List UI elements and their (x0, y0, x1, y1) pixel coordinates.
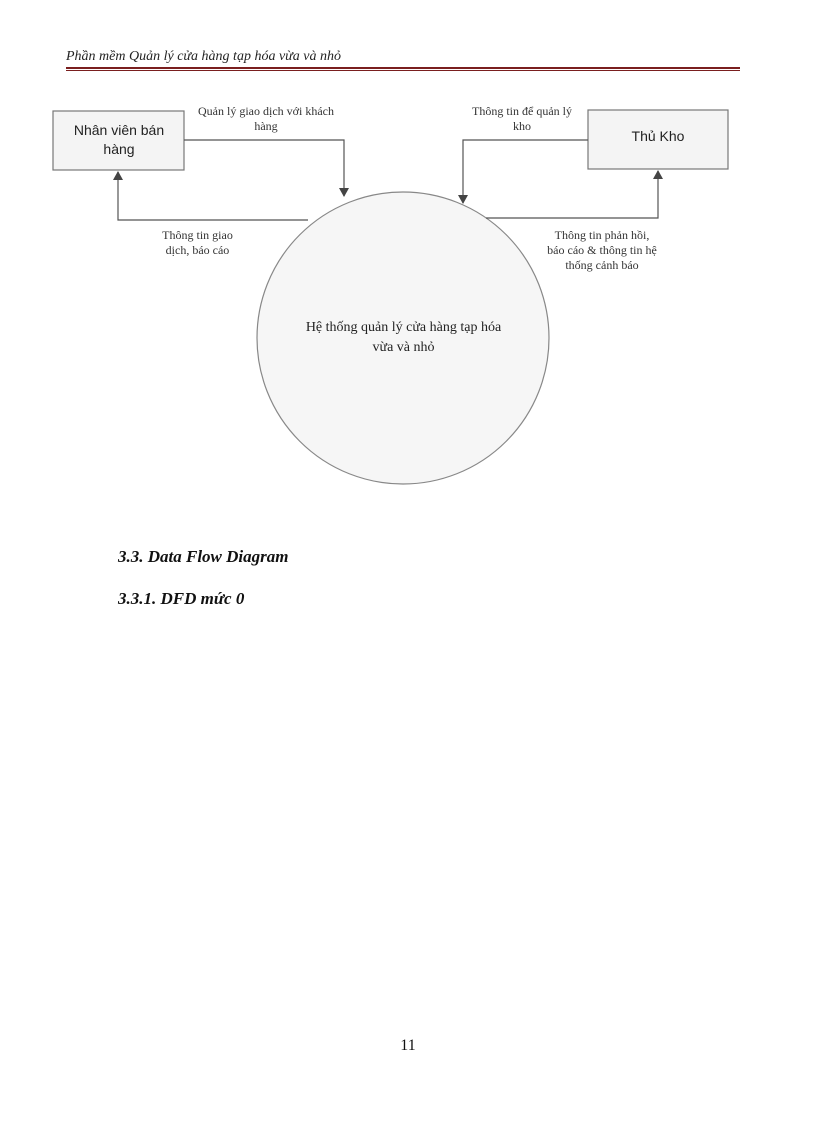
entity-label-warehouse-keeper: Thủ Kho (631, 128, 685, 144)
section-heading-data-flow-diagram: 3.3. Data Flow Diagram (118, 547, 289, 566)
document-header-title: Phần mềm Quản lý cửa hàng tạp hóa vừa và nhỏ (66, 49, 342, 64)
flow-arrow-left-out (184, 140, 344, 196)
page-number: 11 (400, 1037, 416, 1054)
context-diagram (0, 0, 816, 520)
flow-label-right-in: Thông tin phản hồi, báo cáo & thông tin hệ thống cảnh báo (547, 228, 657, 272)
flow-arrow-left-in (118, 172, 308, 220)
process-label: Hệ thống quản lý cửa hàng tạp hóa vừa và nhỏ (305, 320, 502, 355)
section-heading-dfd-level-0: 3.3.1. DFD mức 0 (118, 589, 245, 608)
flow-arrow-right-out (463, 140, 588, 203)
entity-label-sales-staff: Nhân viên bán hàng (73, 122, 165, 157)
diagram-canvas (0, 0, 816, 520)
flow-label-left-out: Quản lý giao dịch với khách hàng (198, 104, 334, 133)
flow-label-left-in: Thông tin giao dịch, báo cáo (162, 228, 233, 257)
flow-arrow-right-in (486, 171, 658, 218)
flow-label-right-out: Thông tin để quản lý kho (472, 104, 572, 133)
